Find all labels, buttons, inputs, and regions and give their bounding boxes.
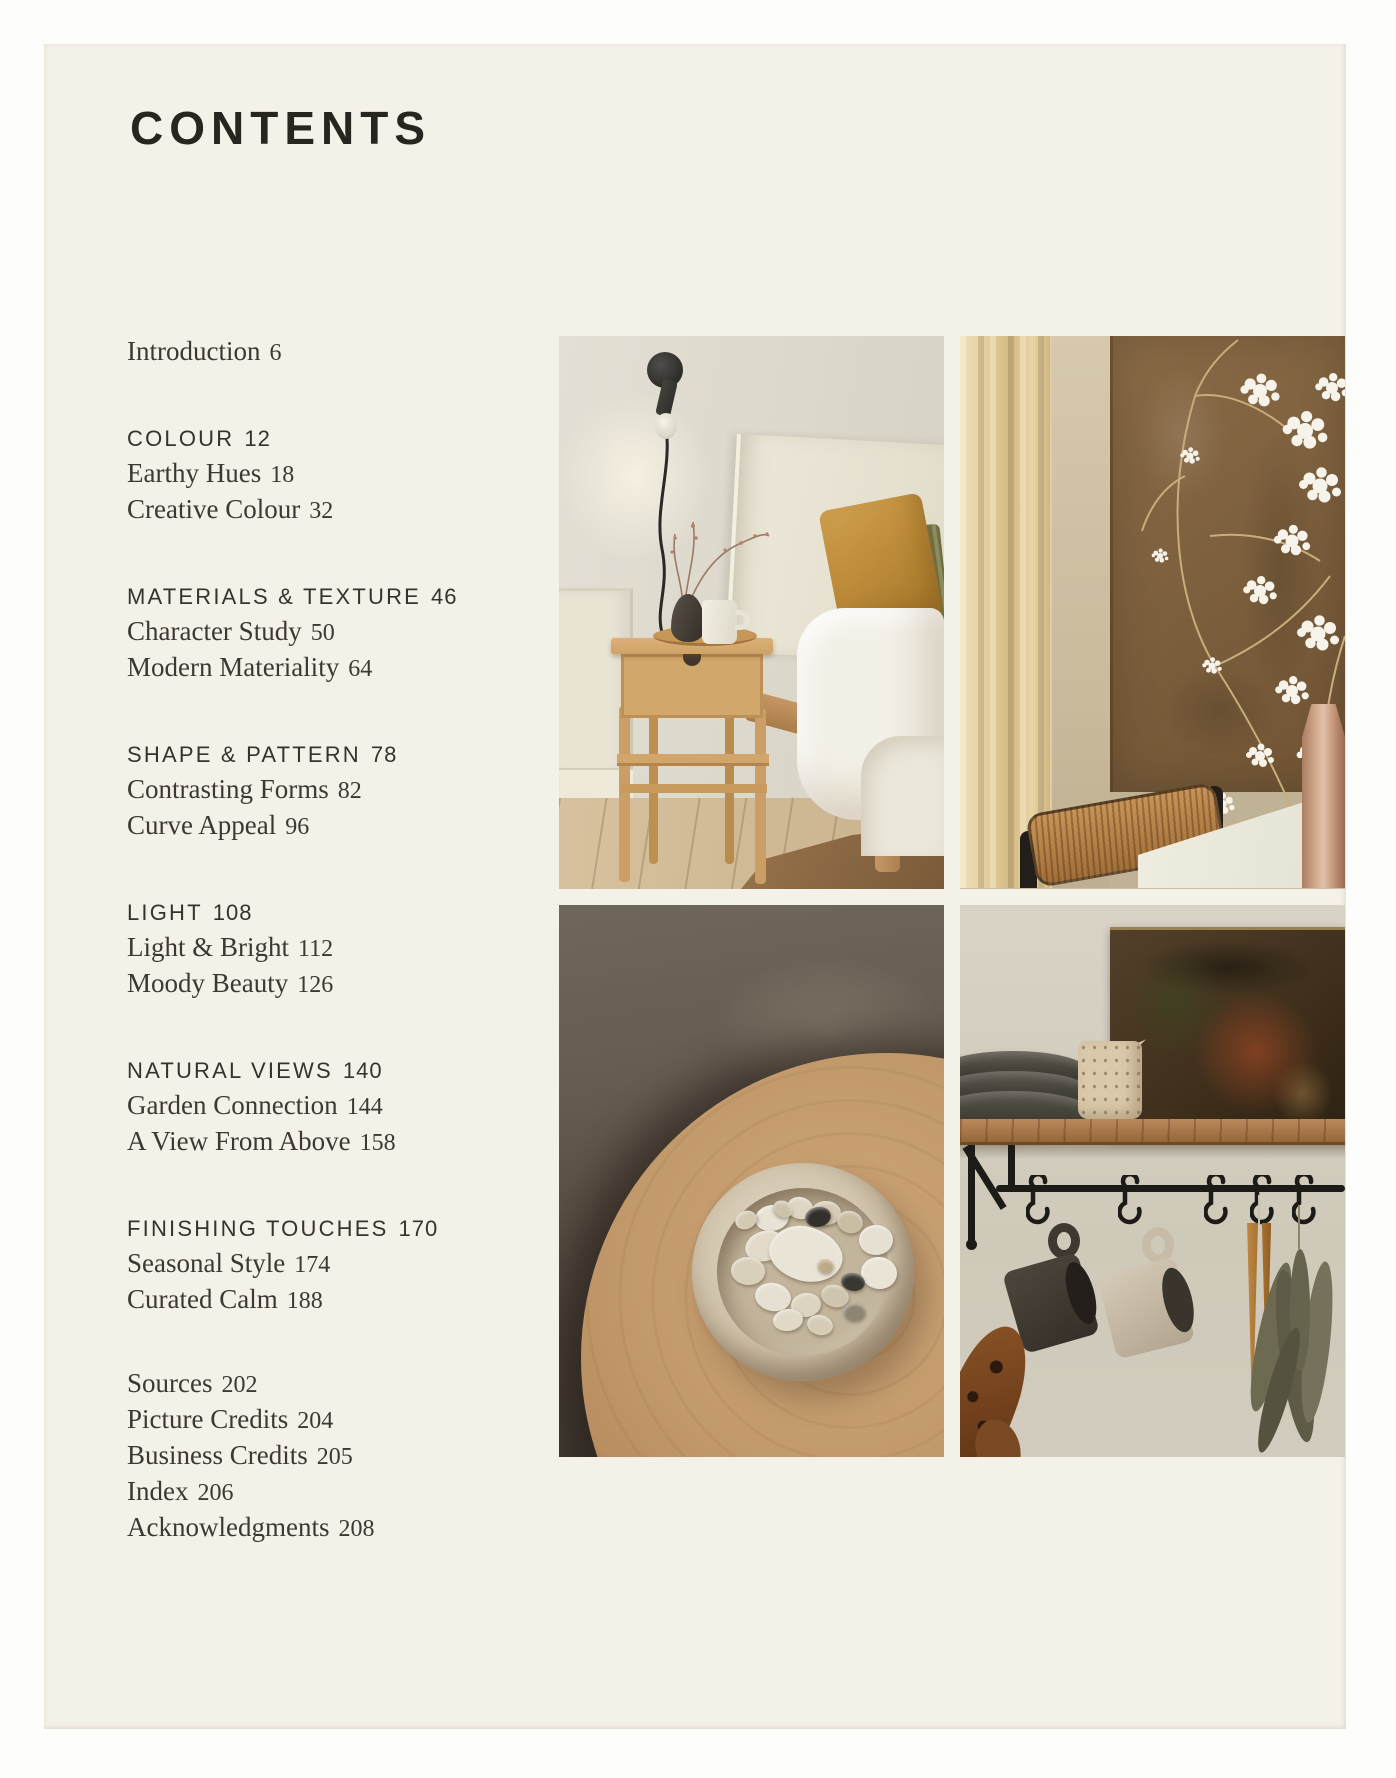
entry-page-number: 18 [270, 462, 295, 488]
section-page-number: 78 [370, 742, 398, 767]
herb-tie [1298, 1205, 1300, 1249]
entry-label: Character Study [127, 616, 302, 646]
toc-section-materials-texture [127, 580, 547, 686]
photo-grid [559, 336, 1345, 1457]
duvet-fold [861, 736, 944, 856]
mug-handle [1048, 1223, 1080, 1259]
section-page-number: 140 [342, 1058, 383, 1083]
entry-label: Picture Credits [127, 1404, 289, 1434]
section-page-number: 108 [212, 900, 253, 925]
toc-entry[interactable] [127, 808, 547, 844]
entry-label: Creative Colour [127, 494, 301, 524]
nightstand-stretcher [621, 784, 767, 793]
section-title: LIGHT [127, 900, 203, 925]
mug-handle [1142, 1227, 1174, 1263]
entry-label: Moody Beauty [127, 968, 289, 998]
entry-page-number: 206 [197, 1480, 234, 1506]
toc-entry[interactable] [127, 456, 547, 492]
toc-section-header[interactable] [127, 422, 547, 456]
entry-page-number: 202 [221, 1372, 258, 1398]
s-hook [1118, 1175, 1142, 1231]
toc-section-colour [127, 422, 547, 528]
toc-section-header[interactable] [127, 1212, 547, 1246]
entry-label: Contrasting Forms [127, 774, 329, 804]
toc-section-natural-views [127, 1054, 547, 1160]
entry-page-number: 208 [338, 1516, 375, 1542]
entry-label: Modern Materiality [127, 652, 340, 682]
entry-page-number: 205 [316, 1444, 353, 1470]
entry-page-number: 64 [348, 656, 373, 682]
entry-label: A View From Above [127, 1126, 351, 1156]
toc-entry-introduction[interactable] [127, 334, 547, 370]
toc-entry[interactable] [127, 1474, 547, 1510]
entry-label: Curve Appeal [127, 810, 277, 840]
dried-herb-bundle [1250, 1205, 1345, 1457]
entry-label: Garden Connection [127, 1090, 338, 1120]
entry-page-number: 6 [269, 340, 282, 366]
entry-label: Introduction [127, 336, 261, 366]
toc-entry[interactable] [127, 1510, 547, 1546]
cream-mug [702, 600, 737, 644]
light-bulb [655, 413, 677, 439]
entry-page-number: 32 [309, 498, 334, 524]
entry-label: Acknowledgments [127, 1512, 330, 1542]
toc-back-matter [127, 1366, 547, 1546]
entry-page-number: 144 [346, 1094, 383, 1120]
entry-page-number: 158 [359, 1130, 396, 1156]
section-page-number: 12 [244, 426, 271, 451]
dried-sprigs [655, 514, 775, 606]
toc-entry[interactable] [127, 772, 547, 808]
pebbles [559, 905, 944, 1457]
toc-entry[interactable] [127, 1402, 547, 1438]
toc-entry[interactable] [127, 1282, 547, 1318]
pebble [843, 1303, 865, 1321]
entry-page-number: 126 [297, 972, 334, 998]
photo-pebble-bowl [559, 905, 944, 1458]
section-title: SHAPE & PATTERN [127, 742, 361, 767]
toc-entry[interactable] [127, 1366, 547, 1402]
entry-page-number: 188 [286, 1288, 323, 1314]
entry-page-number: 50 [310, 620, 335, 646]
book-contents-page [44, 44, 1346, 1729]
toc-entry[interactable] [127, 930, 547, 966]
s-hook [1026, 1175, 1050, 1231]
entry-label: Business Credits [127, 1440, 308, 1470]
bracket-finial [966, 1239, 977, 1250]
toc-entry[interactable] [127, 966, 547, 1002]
wood-shelf [960, 1119, 1345, 1145]
entry-label: Seasonal Style [127, 1248, 286, 1278]
section-page-number: 170 [398, 1216, 439, 1241]
entry-page-number: 174 [294, 1252, 331, 1278]
toc-entry[interactable] [127, 1088, 547, 1124]
section-page-number: 46 [431, 584, 458, 609]
entry-label: Sources [127, 1368, 213, 1398]
pebble [732, 1207, 760, 1233]
toc-section-light [127, 896, 547, 1002]
toc-section-header[interactable] [127, 580, 547, 614]
amber-glass-vase [1302, 704, 1345, 888]
rail-post [1008, 1145, 1015, 1191]
section-title: COLOUR [127, 426, 235, 451]
section-title: MATERIALS & TEXTURE [127, 584, 422, 609]
entry-page-number: 204 [297, 1408, 334, 1434]
toc-entry[interactable] [127, 614, 547, 650]
photo-kitchen-shelf [960, 905, 1345, 1458]
page-title: CONTENTS [130, 102, 431, 154]
shelf-shadow [960, 1145, 1345, 1159]
toc-entry[interactable] [127, 492, 547, 528]
dark-painting [1110, 927, 1345, 1139]
toc-section-header[interactable] [127, 738, 547, 772]
pebble [859, 1225, 893, 1255]
toc-section-shape-pattern [127, 738, 547, 844]
entry-label: Curated Calm [127, 1284, 278, 1314]
entry-label: Index [127, 1476, 189, 1506]
table-of-contents [127, 334, 547, 1546]
entry-page-number: 82 [337, 778, 362, 804]
toc-section-finishing-touches [127, 1212, 547, 1318]
toc-section-header[interactable] [127, 1054, 547, 1088]
nightstand-shelf [617, 754, 769, 766]
photo-blossom-branch [960, 336, 1345, 889]
s-hook [1204, 1175, 1228, 1231]
toc-entry[interactable] [127, 650, 547, 686]
entry-label: Earthy Hues [127, 458, 262, 488]
speckled-jug [1078, 1041, 1142, 1119]
toc-section-header[interactable] [127, 896, 547, 930]
entry-page-number: 96 [285, 814, 310, 840]
entry-page-number: 112 [298, 936, 334, 962]
section-title: NATURAL VIEWS [127, 1058, 333, 1083]
pebble [859, 1254, 899, 1291]
entry-label: Light & Bright [127, 932, 289, 962]
toc-entry[interactable] [127, 1438, 547, 1474]
nightstand-leg [755, 708, 766, 884]
photo-bedroom-nightstand [559, 336, 944, 889]
toc-entry[interactable] [127, 1124, 547, 1160]
nightstand-leg [619, 706, 630, 882]
toc-entry[interactable] [127, 1246, 547, 1282]
section-title: FINISHING TOUCHES [127, 1216, 389, 1241]
pebble [817, 1259, 833, 1273]
